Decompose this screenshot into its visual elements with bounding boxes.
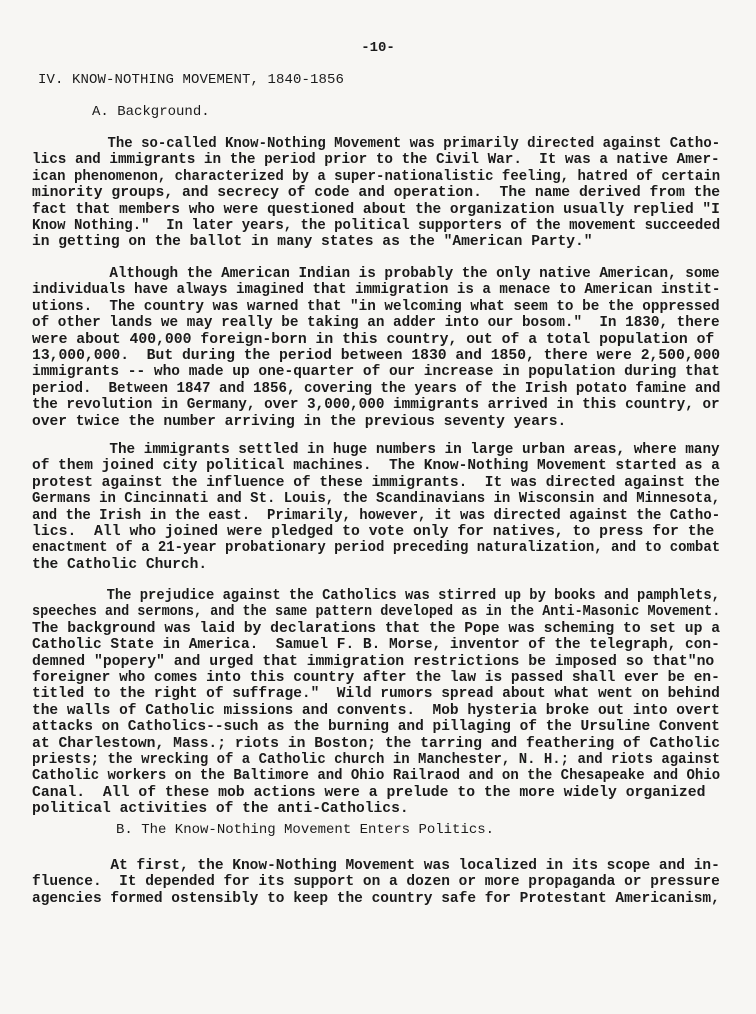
- text-line: protest against the influence of these immigrants. It was directed against the: [32, 474, 720, 491]
- text-line: in getting on the ballot in many states as the "American Party.": [32, 234, 593, 251]
- text-line: demned "popery" and urged that immigration restrictions be imposed so that"no: [32, 653, 715, 670]
- text-line: Know Nothing." In later years, the political supporters of the movement succeeded: [32, 218, 721, 235]
- text-line: lics. All who joined were pledged to vote only for natives, to press for the: [32, 524, 715, 541]
- text-line: agencies formed ostensibly to keep the country safe for Protestant Americanism,: [32, 890, 720, 907]
- paragraph-background-4: [32, 588, 721, 818]
- text-line: immigrants -- who made up one-quarter of our increase in population during that: [32, 364, 720, 381]
- text-line: the revolution in Germany, over 3,000,000 immigrants arrived in this country, or: [32, 397, 720, 414]
- paragraph-politics-1: [32, 858, 720, 907]
- text-line: the walls of Catholic missions and convents. Mob hysteria broke out into overt: [32, 702, 720, 719]
- text-line: Germans in Cincinnati and St. Louis, the Scandinavians in Wisconsin and Minnesota,: [32, 491, 721, 508]
- text-line: speeches and sermons, and the same pattern developed as in the Anti-Masonic Movement.: [32, 604, 721, 621]
- text-line: Canal. All of these mob actions were a prelude to the more widely organized: [32, 784, 706, 801]
- text-line: The so-called Know-Nothing Movement was primarily directed against Catho-: [32, 136, 721, 152]
- text-line: utions. The country was warned that "in welcoming what seem to be the oppressed: [32, 298, 720, 315]
- text-line: minority groups, and secrecy of code and operation. The name derived from the: [32, 185, 721, 202]
- subsection-a-heading: A. Background.: [92, 104, 210, 120]
- text-line: fact that members who were questioned about the organization usually replied "I: [32, 201, 720, 218]
- text-line: attacks on Catholics--such as the burning and pillaging of the Ursuline Convent: [32, 719, 720, 736]
- text-line: enactment of a 21-year probationary period preceding naturalization, and to combat: [32, 540, 721, 557]
- text-line: The background was laid by declarations that the Pope was scheming to set up a: [32, 620, 721, 637]
- text-line: were about 400,000 foreign-born in this country, out of a total population of: [32, 331, 715, 348]
- text-line: At first, the Know-Nothing Movement was localized in its scope and in-: [32, 858, 720, 874]
- text-line: over twice the number arriving in the previous seventy years.: [32, 413, 567, 430]
- subsection-b-heading: B. The Know-Nothing Movement Enters Politics.: [116, 822, 495, 838]
- text-line: Although the American Indian is probably the only native American, some: [32, 266, 720, 282]
- text-line: of them joined city political machines. The Know-Nothing Movement started as a: [32, 458, 720, 475]
- text-line: and the Irish in the east. Primarily, however, it was directed against the Catho-: [32, 507, 721, 524]
- text-line: The immigrants settled in huge numbers in large urban areas, where many: [32, 442, 720, 458]
- text-line: The prejudice against the Catholics was stirred up by books and pamphlets,: [32, 588, 720, 604]
- text-line: ican phenomenon, characterized by a super-nationalistic feeling, hatred of certain: [32, 168, 721, 185]
- page-number: -10-: [361, 40, 395, 56]
- text-line: political activities of the anti-Catholics.: [32, 801, 409, 818]
- text-line: the Catholic Church.: [32, 556, 208, 573]
- paragraph-background-2: [32, 266, 721, 430]
- text-line: period. Between 1847 and 1856, covering the years of the Irish potato famine and: [32, 380, 721, 397]
- text-line: foreigner who comes into this country after the law is passed shall ever be en-: [32, 670, 720, 687]
- paragraph-background-3: [32, 442, 721, 573]
- paragraph-background-1: [32, 136, 721, 251]
- section-heading: IV. KNOW-NOTHING MOVEMENT, 1840-1856: [38, 72, 345, 88]
- text-line: at Charlestown, Mass.; riots in Boston; the tarring and feathering of Catholic: [32, 735, 721, 752]
- text-line: priests; the wrecking of a Catholic church in Manchester, N. H.; and riots against: [32, 752, 721, 769]
- text-line: lics and immigrants in the period prior to the Civil War. It was a native Amer-: [32, 152, 720, 169]
- text-line: 13,000,000. But during the period between 1830 and 1850, there were 2,500,000: [32, 348, 721, 365]
- text-line: individuals have always imagined that immigration is a menace to American instit-: [32, 282, 721, 299]
- text-line: fluence. It depended for its support on a dozen or more propaganda or pressure: [32, 874, 720, 891]
- text-line: Catholic State in America. Samuel F. B. Morse, inventor of the telegraph, con-: [32, 637, 720, 654]
- text-line: Catholic workers on the Baltimore and Ohio Railraod and on the Chesapeake and Ohio: [32, 768, 721, 785]
- text-line: of other lands we may really be taking an adder into our bosom." In 1830, there: [32, 315, 720, 332]
- text-line: titled to the right of suffrage." Wild rumors spread about what went on behind: [32, 686, 720, 703]
